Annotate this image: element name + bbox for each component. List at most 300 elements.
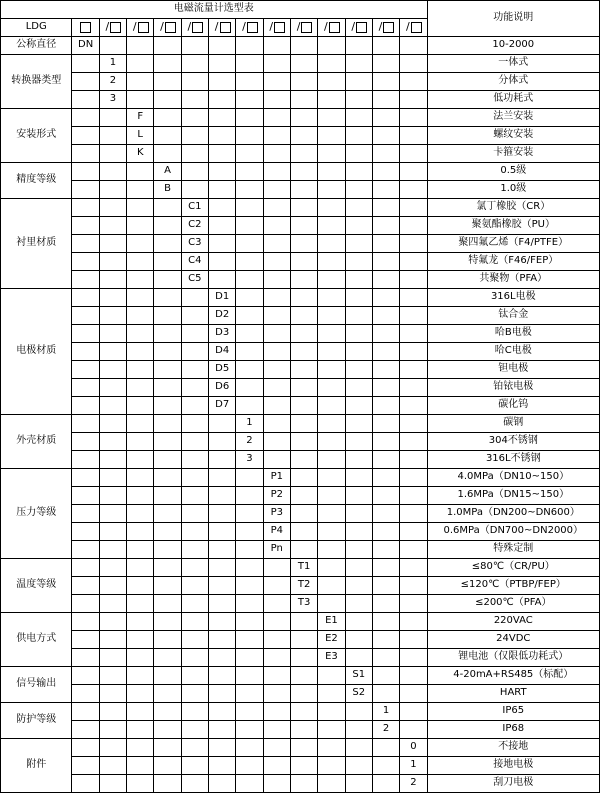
model-prefix: LDG (1, 19, 72, 37)
option-code: E2 (318, 631, 345, 649)
spacer-cell (318, 451, 345, 469)
option-description: 0.5级 (427, 163, 599, 181)
option-code: C1 (181, 199, 208, 217)
spacer-cell (209, 73, 236, 91)
spacer-cell (127, 631, 154, 649)
spacer-cell (318, 307, 345, 325)
group-label: 公称直径 (1, 37, 72, 55)
spacer-cell (290, 217, 317, 235)
spacer-cell (209, 613, 236, 631)
spacer-cell (181, 523, 208, 541)
spacer-cell (154, 739, 181, 757)
spacer-cell (236, 613, 263, 631)
spacer-cell (72, 73, 99, 91)
spacer-cell (236, 685, 263, 703)
spacer-cell (154, 685, 181, 703)
option-code: C4 (181, 253, 208, 271)
spacer-cell (318, 721, 345, 739)
spacer-cell (345, 433, 372, 451)
option-code: E3 (318, 649, 345, 667)
group-label: 供电方式 (1, 613, 72, 667)
spacer-cell (154, 217, 181, 235)
option-description: HART (427, 685, 599, 703)
table-row (1, 307, 600, 325)
spacer-cell (290, 55, 317, 73)
spacer-cell (154, 559, 181, 577)
spacer-cell (400, 181, 427, 199)
spacer-cell (318, 595, 345, 613)
spacer-cell (236, 91, 263, 109)
spacer-cell (372, 523, 399, 541)
spacer-cell (127, 451, 154, 469)
spacer-cell (236, 541, 263, 559)
spacer-cell (181, 415, 208, 433)
spacer-cell (263, 685, 290, 703)
option-description: 碳化钨 (427, 397, 599, 415)
spacer-cell (72, 523, 99, 541)
spacer-cell (236, 487, 263, 505)
spacer-cell (400, 595, 427, 613)
option-code: T1 (290, 559, 317, 577)
spacer-cell (318, 559, 345, 577)
spacer-cell (99, 235, 126, 253)
spacer-cell (400, 73, 427, 91)
spacer-cell (263, 91, 290, 109)
spacer-cell (181, 703, 208, 721)
spacer-cell (372, 361, 399, 379)
option-code: D6 (209, 379, 236, 397)
spacer-cell (236, 631, 263, 649)
spacer-cell (400, 379, 427, 397)
spacer-cell (263, 703, 290, 721)
spacer-cell (236, 397, 263, 415)
spacer-cell (236, 145, 263, 163)
table-row (1, 487, 600, 505)
spacer-cell (345, 577, 372, 595)
spacer-cell (400, 685, 427, 703)
spacer-cell (318, 739, 345, 757)
spacer-cell (209, 415, 236, 433)
spacer-cell (236, 271, 263, 289)
option-description: 哈B电极 (427, 325, 599, 343)
spacer-cell (263, 559, 290, 577)
spacer-cell (236, 289, 263, 307)
option-code: A (154, 163, 181, 181)
option-description: 1.6MPa（DN15~150） (427, 487, 599, 505)
spacer-cell (154, 775, 181, 793)
spacer-cell (181, 775, 208, 793)
option-code: L (127, 127, 154, 145)
spacer-cell (372, 631, 399, 649)
spacer-cell (209, 487, 236, 505)
spacer-cell (99, 163, 126, 181)
spacer-cell (345, 199, 372, 217)
spacer-cell (154, 55, 181, 73)
table-row (1, 253, 600, 271)
spacer-cell (372, 505, 399, 523)
spacer-cell (372, 217, 399, 235)
spacer-cell (290, 73, 317, 91)
spacer-cell (263, 361, 290, 379)
spacer-cell (209, 523, 236, 541)
spacer-cell (345, 739, 372, 757)
spacer-cell (400, 721, 427, 739)
spacer-cell (209, 163, 236, 181)
option-code: S2 (345, 685, 372, 703)
spacer-cell (236, 37, 263, 55)
spacer-cell (318, 541, 345, 559)
spacer-cell (181, 541, 208, 559)
option-code: 0 (400, 739, 427, 757)
table-row (1, 343, 600, 361)
spacer-cell (290, 271, 317, 289)
spacer-cell (127, 775, 154, 793)
spacer-cell (72, 757, 99, 775)
option-code: 2 (400, 775, 427, 793)
spacer-cell (127, 685, 154, 703)
spacer-cell (345, 523, 372, 541)
table-row (1, 163, 600, 181)
spacer-cell (99, 649, 126, 667)
spacer-cell (236, 595, 263, 613)
spacer-cell (236, 667, 263, 685)
spacer-cell (127, 523, 154, 541)
spacer-cell (400, 577, 427, 595)
option-description: 316L不锈钢 (427, 451, 599, 469)
spacer-cell (372, 595, 399, 613)
spacer-cell (400, 217, 427, 235)
spacer-cell (72, 415, 99, 433)
spacer-cell (263, 775, 290, 793)
spacer-cell (181, 73, 208, 91)
spacer-cell (209, 127, 236, 145)
spacer-cell (72, 289, 99, 307)
spacer-cell (372, 775, 399, 793)
spacer-cell (372, 469, 399, 487)
model-slash-box: / (236, 19, 263, 37)
spacer-cell (99, 37, 126, 55)
table-row (1, 37, 600, 55)
spacer-cell (99, 469, 126, 487)
option-description: 304不锈钢 (427, 433, 599, 451)
spacer-cell (400, 343, 427, 361)
spacer-cell (72, 397, 99, 415)
spacer-cell (372, 181, 399, 199)
spacer-cell (400, 55, 427, 73)
spacer-cell (345, 37, 372, 55)
spacer-cell (372, 757, 399, 775)
spacer-cell (127, 397, 154, 415)
spacer-cell (345, 73, 372, 91)
spacer-cell (209, 145, 236, 163)
spacer-cell (318, 523, 345, 541)
spacer-cell (127, 37, 154, 55)
spacer-cell (400, 541, 427, 559)
spacer-cell (154, 595, 181, 613)
spacer-cell (72, 307, 99, 325)
spacer-cell (99, 775, 126, 793)
option-description: 24VDC (427, 631, 599, 649)
spacer-cell (345, 145, 372, 163)
spacer-cell (318, 505, 345, 523)
spacer-cell (290, 379, 317, 397)
spacer-cell (263, 199, 290, 217)
spacer-cell (181, 505, 208, 523)
spacer-cell (318, 181, 345, 199)
spacer-cell (236, 163, 263, 181)
spacer-cell (127, 703, 154, 721)
table-row (1, 757, 600, 775)
spacer-cell (99, 703, 126, 721)
spacer-cell (154, 307, 181, 325)
spacer-cell (99, 343, 126, 361)
spacer-cell (318, 253, 345, 271)
spacer-cell (372, 541, 399, 559)
spacer-cell (400, 703, 427, 721)
spacer-cell (263, 289, 290, 307)
spacer-cell (127, 289, 154, 307)
option-description: 法兰安装 (427, 109, 599, 127)
spacer-cell (290, 613, 317, 631)
spacer-cell (290, 325, 317, 343)
spacer-cell (127, 217, 154, 235)
option-description: 碳钢 (427, 415, 599, 433)
table-row (1, 397, 600, 415)
spacer-cell (181, 739, 208, 757)
spacer-cell (209, 199, 236, 217)
spacer-cell (290, 109, 317, 127)
spacer-cell (318, 667, 345, 685)
spacer-cell (318, 271, 345, 289)
option-code: D5 (209, 361, 236, 379)
spacer-cell (400, 469, 427, 487)
spacer-cell (400, 37, 427, 55)
spacer-cell (263, 739, 290, 757)
table-row (1, 415, 600, 433)
spacer-cell (181, 379, 208, 397)
spacer-cell (99, 433, 126, 451)
spacer-cell (127, 343, 154, 361)
spacer-cell (209, 685, 236, 703)
spacer-cell (209, 505, 236, 523)
spacer-cell (345, 127, 372, 145)
spacer-cell (72, 235, 99, 253)
model-slash-box: / (127, 19, 154, 37)
spacer-cell (127, 361, 154, 379)
spacer-cell (127, 559, 154, 577)
table-row (1, 271, 600, 289)
option-description: 0.6MPa（DN700~DN2000） (427, 523, 599, 541)
spacer-cell (318, 757, 345, 775)
table-row (1, 721, 600, 739)
spacer-cell (290, 127, 317, 145)
spacer-cell (372, 199, 399, 217)
spacer-cell (127, 541, 154, 559)
spacer-cell (263, 451, 290, 469)
spacer-cell (99, 505, 126, 523)
spacer-cell (263, 649, 290, 667)
table-row (1, 91, 600, 109)
spacer-cell (290, 451, 317, 469)
spacer-cell (181, 757, 208, 775)
group-label: 温度等级 (1, 559, 72, 613)
table-row (1, 703, 600, 721)
table-row (1, 433, 600, 451)
spacer-cell (318, 55, 345, 73)
option-code: D4 (209, 343, 236, 361)
option-code: 1 (99, 55, 126, 73)
option-description: 10-2000 (427, 37, 599, 55)
spacer-cell (318, 577, 345, 595)
option-code: K (127, 145, 154, 163)
spacer-cell (181, 109, 208, 127)
option-description: IP68 (427, 721, 599, 739)
spacer-cell (99, 487, 126, 505)
spacer-cell (127, 757, 154, 775)
table-row (1, 217, 600, 235)
spacer-cell (72, 667, 99, 685)
spacer-cell (263, 271, 290, 289)
table-row (1, 127, 600, 145)
spacer-cell (127, 271, 154, 289)
spacer-cell (154, 145, 181, 163)
spacer-cell (209, 721, 236, 739)
spacer-cell (99, 667, 126, 685)
spacer-cell (154, 541, 181, 559)
option-description: 铂铱电极 (427, 379, 599, 397)
spacer-cell (72, 739, 99, 757)
spacer-cell (154, 577, 181, 595)
spacer-cell (345, 181, 372, 199)
spacer-cell (290, 397, 317, 415)
option-code: Pn (263, 541, 290, 559)
spacer-cell (154, 325, 181, 343)
spacer-cell (372, 397, 399, 415)
spacer-cell (318, 91, 345, 109)
spacer-cell (127, 415, 154, 433)
table-row (1, 505, 600, 523)
spacer-cell (400, 361, 427, 379)
table-row (1, 73, 600, 91)
spacer-cell (127, 379, 154, 397)
spacer-cell (99, 181, 126, 199)
spacer-cell (263, 415, 290, 433)
spacer-cell (181, 469, 208, 487)
spacer-cell (400, 523, 427, 541)
table-row (1, 379, 600, 397)
spacer-cell (400, 91, 427, 109)
spacer-cell (72, 541, 99, 559)
model-slash-box: / (318, 19, 345, 37)
spacer-cell (72, 433, 99, 451)
spacer-cell (181, 649, 208, 667)
spacer-cell (154, 379, 181, 397)
spacer-cell (181, 595, 208, 613)
spacer-cell (181, 145, 208, 163)
option-description: 卡箍安装 (427, 145, 599, 163)
option-description: 分体式 (427, 73, 599, 91)
spacer-cell (236, 757, 263, 775)
spacer-cell (127, 235, 154, 253)
spacer-cell (372, 289, 399, 307)
spacer-cell (181, 721, 208, 739)
spacer-cell (345, 757, 372, 775)
spacer-cell (345, 163, 372, 181)
spacer-cell (290, 199, 317, 217)
spacer-cell (318, 289, 345, 307)
spacer-cell (72, 127, 99, 145)
option-code: 2 (372, 721, 399, 739)
group-label: 衬里材质 (1, 199, 72, 289)
table-row (1, 685, 600, 703)
spacer-cell (127, 55, 154, 73)
spacer-cell (154, 703, 181, 721)
option-description: 一体式 (427, 55, 599, 73)
spacer-cell (400, 487, 427, 505)
spacer-cell (400, 289, 427, 307)
spacer-cell (236, 199, 263, 217)
spacer-cell (127, 721, 154, 739)
spacer-cell (181, 487, 208, 505)
spacer-cell (318, 469, 345, 487)
spacer-cell (318, 37, 345, 55)
option-description: 316L电极 (427, 289, 599, 307)
spacer-cell (209, 55, 236, 73)
spacer-cell (72, 487, 99, 505)
spacer-cell (99, 415, 126, 433)
spacer-cell (154, 757, 181, 775)
table-row (1, 325, 600, 343)
spacer-cell (290, 541, 317, 559)
spacer-cell (127, 505, 154, 523)
spacer-cell (181, 163, 208, 181)
spacer-cell (72, 595, 99, 613)
spacer-cell (345, 55, 372, 73)
option-description: 低功耗式 (427, 91, 599, 109)
spacer-cell (318, 217, 345, 235)
spacer-cell (72, 343, 99, 361)
model-slash-box: / (263, 19, 290, 37)
option-code: C2 (181, 217, 208, 235)
spacer-cell (127, 307, 154, 325)
spacer-cell (99, 379, 126, 397)
table-row (1, 577, 600, 595)
spacer-cell (209, 757, 236, 775)
spacer-cell (72, 649, 99, 667)
spacer-cell (209, 703, 236, 721)
table-row (1, 289, 600, 307)
spacer-cell (372, 37, 399, 55)
spacer-cell (290, 415, 317, 433)
spacer-cell (400, 631, 427, 649)
model-slash-box: / (99, 19, 126, 37)
spacer-cell (154, 109, 181, 127)
spacer-cell (236, 235, 263, 253)
spacer-cell (290, 307, 317, 325)
spacer-cell (372, 685, 399, 703)
option-description: 4-20mA+RS485（标配） (427, 667, 599, 685)
spacer-cell (72, 253, 99, 271)
spacer-cell (345, 361, 372, 379)
spacer-cell (290, 181, 317, 199)
spacer-cell (372, 127, 399, 145)
spacer-cell (345, 325, 372, 343)
spacer-cell (345, 721, 372, 739)
spacer-cell (318, 487, 345, 505)
option-code: 2 (99, 73, 126, 91)
option-description: 4.0MPa（DN10~150） (427, 469, 599, 487)
spacer-cell (72, 721, 99, 739)
